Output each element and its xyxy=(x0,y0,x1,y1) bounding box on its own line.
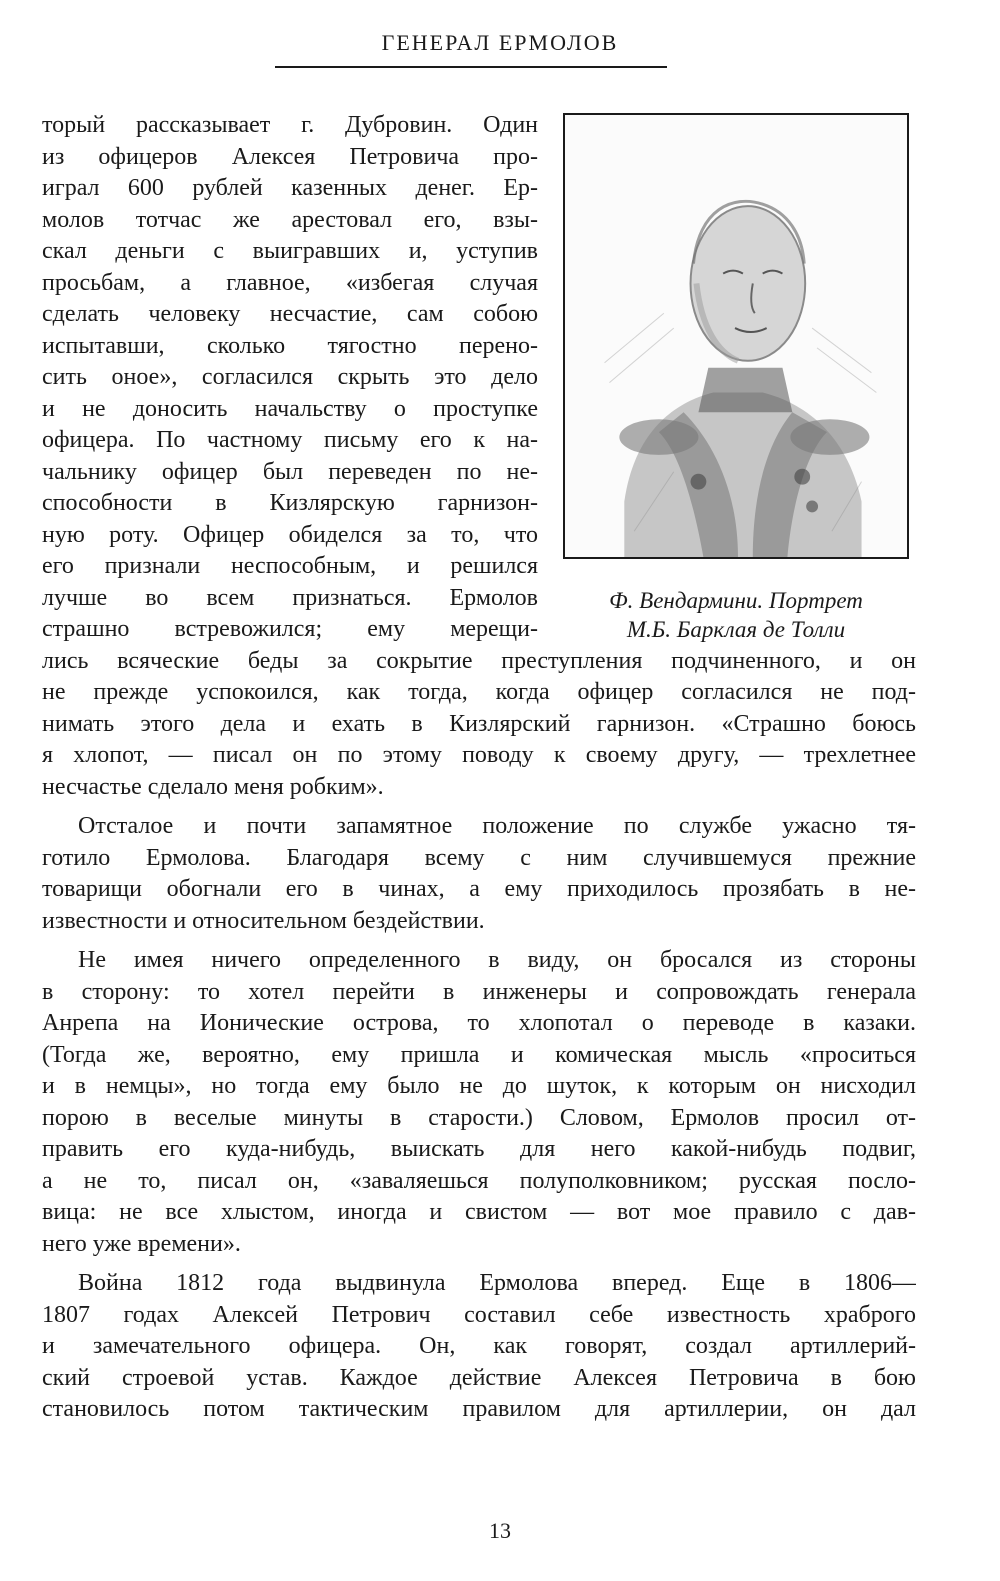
text-line: сделать человеку несчастие, сам собою xyxy=(42,301,538,327)
text-line: него уже времени». xyxy=(42,1230,241,1257)
text-line: готило Ермолова. Благодаря всему с ним случившемуся прежние xyxy=(42,844,916,871)
text-line: править его куда-нибудь, выискать для него какой-нибудь подвиг, xyxy=(42,1136,916,1162)
text-line: ский строевой устав. Каждое действие Алексея Петровича в бою xyxy=(42,1364,916,1391)
text-line: просьбам, а главное, «избегая случая xyxy=(42,269,538,296)
text-line: и в немцы», но тогда ему было не до шуток, к которым он нисходил xyxy=(42,1073,916,1099)
page-number: 13 xyxy=(489,1518,511,1543)
caption-line-2: М.Б. Барклая де Толли xyxy=(626,617,846,642)
text-line: не прежде успокоился, как тогда, когда офицер согласился не под- xyxy=(42,679,916,705)
caption-line-1: Ф. Вендармини. Портрет xyxy=(609,588,863,613)
body-text xyxy=(42,110,922,1426)
text-line: а не то, писал он, «заваляешься полуполковником; русская посло- xyxy=(42,1167,916,1194)
text-line: ную роту. Офицер обиделся за то, что xyxy=(42,521,538,548)
text-line: испытавши, сколько тягостно перено- xyxy=(42,332,538,359)
text-line: (Тогда же, вероятно, ему пришла и комическая мысль «проситься xyxy=(42,1041,916,1068)
text-line: несчастье сделало меня робким». xyxy=(42,773,384,800)
text-line: я хлопот, — писал он по этому поводу к своему другу, — трехлетнее xyxy=(42,742,916,768)
text-line: играл 600 рублей казенных денег. Ер- xyxy=(42,175,538,201)
text-line: чальнику офицер был переведен по не- xyxy=(42,458,538,485)
text-line: в сторону: то хотел перейти в инженеры и сопровождать генерала xyxy=(42,978,916,1005)
text-line: известности и относительном бездействии. xyxy=(42,907,485,934)
header-rule xyxy=(275,66,667,68)
text-line: торый рассказывает г. Дубровин. Один xyxy=(42,112,538,138)
text-line: лучше во всем признаться. Ермолов xyxy=(42,584,538,611)
text-line: из офицеров Алексея Петровича про- xyxy=(42,143,538,170)
text-line: способности в Кизлярскую гарнизон- xyxy=(42,490,538,516)
text-line: скал деньги с выигравших и, уступив xyxy=(42,238,538,264)
text-line: вица: не все хлыстом, иногда и свистом — вот мое правило с дав- xyxy=(42,1199,916,1225)
paragraph-first-line: Отсталое и почти запамятное положение по службе ужасно тя- xyxy=(78,813,916,839)
running-title: ГЕНЕРАЛ ЕРМОЛОВ xyxy=(381,30,619,55)
text-line: 1807 годах Алексей Петрович составил себе известность храброго xyxy=(42,1301,916,1328)
paragraph-first-line: Не имея ничего определенного в виду, он бросался из стороны xyxy=(78,947,916,973)
text-line: Анрепа на Ионические острова, то хлопотал о переводе в казаки. xyxy=(42,1010,916,1036)
text-line: нимать этого дела и ехать в Кизлярский гарнизон. «Страшно боюсь xyxy=(42,710,916,737)
text-line: молов тотчас же арестовал его, взы- xyxy=(42,206,538,233)
text-line: и замечательного офицера. Он, как говорят, создал артиллерий- xyxy=(42,1333,916,1359)
text-line: товарищи обогнали его в чинах, а ему приходилось прозябать в не- xyxy=(42,876,916,902)
paragraph-first-line: Война 1812 года выдвинула Ермолова вперед. Еще в 1806— xyxy=(78,1270,916,1296)
text-line: страшно встревожился; ему мерещи- xyxy=(42,616,538,642)
text-line: и не доносить начальству о проступке xyxy=(42,395,538,422)
text-line: сить оное», согласился скрыть это дело xyxy=(42,364,538,390)
text-line: лись всяческие беды за сокрытие преступления подчиненного, и он xyxy=(42,647,916,674)
text-line: офицера. По частному письму его к на- xyxy=(42,427,538,453)
text-line: его признали неспособным, и решился xyxy=(42,553,538,579)
text-line: порою в веселые минуты в старости.) Словом, Ермолов просил от- xyxy=(42,1104,916,1131)
text-line: становилось потом тактическим правилом для артиллерии, он дал xyxy=(42,1396,916,1422)
